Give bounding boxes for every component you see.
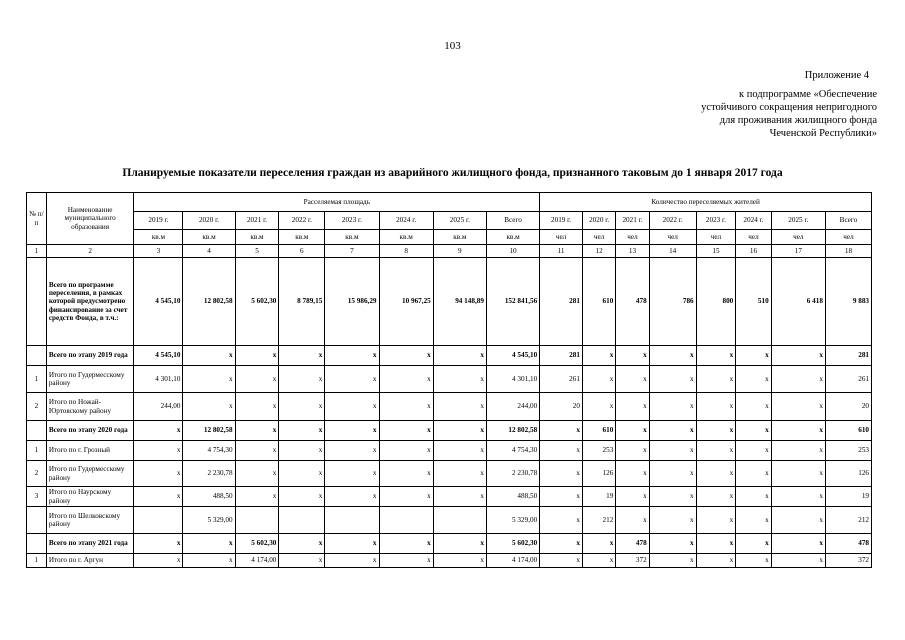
area-value: 4 754,30 xyxy=(486,441,539,461)
area-value: х xyxy=(325,421,379,441)
area-value: 5 602,30 xyxy=(486,534,539,554)
table-row xyxy=(27,393,872,421)
people-value: х xyxy=(649,441,696,461)
people-value: х xyxy=(540,421,583,441)
people-value: 9 883 xyxy=(825,258,871,346)
area-value xyxy=(134,507,183,534)
area-value: 8 789,15 xyxy=(279,258,325,346)
row-name: Всего по этапу 2020 года xyxy=(46,421,134,441)
area-value: 2 230,78 xyxy=(183,461,235,487)
people-value: 6 418 xyxy=(771,258,825,346)
people-value: х xyxy=(696,554,736,568)
header-unit-area: кв.м xyxy=(134,230,183,245)
header-unit-area: кв.м xyxy=(183,230,235,245)
row-name: Итого по г. Аргун xyxy=(46,554,134,568)
area-value: 5 602,30 xyxy=(235,534,279,554)
people-value: х xyxy=(540,487,583,507)
people-value: 20 xyxy=(540,393,583,421)
people-value: х xyxy=(649,421,696,441)
column-number: 17 xyxy=(771,245,825,258)
column-number: 16 xyxy=(736,245,771,258)
subprogram-reference xyxy=(701,88,877,140)
people-value: 212 xyxy=(825,507,871,534)
area-value: х xyxy=(279,393,325,421)
area-value: х xyxy=(183,366,235,393)
header-unit-area: кв.м xyxy=(379,230,433,245)
people-value: х xyxy=(736,461,771,487)
people-value: х xyxy=(771,461,825,487)
area-value: х xyxy=(433,421,486,441)
people-value: х xyxy=(736,421,771,441)
column-number: 3 xyxy=(134,245,183,258)
people-value: 253 xyxy=(825,441,871,461)
area-value: х xyxy=(183,554,235,568)
column-number: 8 xyxy=(379,245,433,258)
people-value: х xyxy=(540,534,583,554)
area-value: х xyxy=(433,346,486,366)
header-year-people: 2019 г. xyxy=(540,212,583,230)
people-value: х xyxy=(696,346,736,366)
area-value: х xyxy=(279,554,325,568)
header-year-people: 2021 г. xyxy=(616,212,649,230)
header-year-people: 2023 г. xyxy=(696,212,736,230)
column-number: 12 xyxy=(582,245,615,258)
area-value: х xyxy=(235,366,279,393)
document-title: Планируемые показатели переселения граждан из аварийного жилищного фонда, признанного таковым до 1 января 2017 года xyxy=(122,167,783,179)
header-unit-people: чел xyxy=(825,230,871,245)
area-value: х xyxy=(134,421,183,441)
area-value: 12 802,58 xyxy=(486,421,539,441)
header-row-years xyxy=(27,212,872,230)
area-value: х xyxy=(379,393,433,421)
people-value: 126 xyxy=(825,461,871,487)
people-value: 281 xyxy=(825,346,871,366)
column-number: 15 xyxy=(696,245,736,258)
area-value: х xyxy=(279,421,325,441)
area-value: 15 986,29 xyxy=(325,258,379,346)
area-value: х xyxy=(325,346,379,366)
area-value: х xyxy=(235,441,279,461)
people-value: х xyxy=(616,507,649,534)
people-value: 372 xyxy=(616,554,649,568)
table-total-row xyxy=(27,346,872,366)
people-value: 478 xyxy=(616,534,649,554)
table-row xyxy=(27,461,872,487)
area-value: х xyxy=(279,487,325,507)
area-value: х xyxy=(325,487,379,507)
area-value: 4 174,00 xyxy=(486,554,539,568)
header-year-area: 2020 г. xyxy=(183,212,235,230)
people-value: х xyxy=(540,507,583,534)
people-value: х xyxy=(582,534,615,554)
header-unit-area: кв.м xyxy=(486,230,539,245)
header-year-people: 2020 г. xyxy=(582,212,615,230)
people-value: 800 xyxy=(696,258,736,346)
people-value: х xyxy=(540,461,583,487)
people-value: 261 xyxy=(825,366,871,393)
people-value: х xyxy=(696,393,736,421)
area-value: 4 545,10 xyxy=(486,346,539,366)
people-value: х xyxy=(771,554,825,568)
area-value: х xyxy=(379,534,433,554)
area-value: х xyxy=(379,487,433,507)
area-value: х xyxy=(235,461,279,487)
table-row xyxy=(27,487,872,507)
table-total-row xyxy=(27,258,872,346)
people-value: 20 xyxy=(825,393,871,421)
column-number: 2 xyxy=(46,245,134,258)
people-value: х xyxy=(736,346,771,366)
people-value: х xyxy=(736,487,771,507)
people-value: 610 xyxy=(582,421,615,441)
header-number: № п/п xyxy=(27,193,47,245)
people-value: х xyxy=(649,507,696,534)
header-area-group: Расселяемая площадь xyxy=(134,193,540,212)
header-row-units xyxy=(27,230,872,245)
row-name: Итого по г. Грозный xyxy=(46,441,134,461)
area-value: 94 148,89 xyxy=(433,258,486,346)
column-number: 14 xyxy=(649,245,696,258)
people-value: 253 xyxy=(582,441,615,461)
people-value: х xyxy=(771,534,825,554)
header-year-area: Всего xyxy=(486,212,539,230)
people-value: 478 xyxy=(616,258,649,346)
area-value: х xyxy=(379,366,433,393)
area-value: х xyxy=(433,441,486,461)
people-value: х xyxy=(649,366,696,393)
area-value: 4 301,10 xyxy=(134,366,183,393)
area-value: 4 754,30 xyxy=(183,441,235,461)
row-number: 1 xyxy=(27,554,47,568)
area-value: х xyxy=(325,461,379,487)
header-unit-people: чел xyxy=(649,230,696,245)
people-value: х xyxy=(540,441,583,461)
header-year-people: 2022 г. xyxy=(649,212,696,230)
column-number: 7 xyxy=(325,245,379,258)
people-value: х xyxy=(736,554,771,568)
area-value xyxy=(279,507,325,534)
row-number xyxy=(27,258,47,346)
row-name: Итого по Наурскому району xyxy=(46,487,134,507)
people-value: 610 xyxy=(825,421,871,441)
header-unit-area: кв.м xyxy=(325,230,379,245)
subprogram-line: к подпрограмме «Обеспечение xyxy=(738,89,877,100)
column-number: 18 xyxy=(825,245,871,258)
header-unit-area: кв.м xyxy=(279,230,325,245)
people-value: 212 xyxy=(582,507,615,534)
row-number xyxy=(27,421,47,441)
header-row-column-numbers xyxy=(27,245,872,258)
area-value: 5 602,30 xyxy=(235,258,279,346)
header-unit-area: кв.м xyxy=(433,230,486,245)
people-value: 786 xyxy=(649,258,696,346)
area-value: х xyxy=(235,346,279,366)
area-value: 4 545,10 xyxy=(134,346,183,366)
people-value: х xyxy=(616,487,649,507)
area-value xyxy=(433,507,486,534)
row-number: 2 xyxy=(27,461,47,487)
people-value: х xyxy=(649,487,696,507)
people-value: х xyxy=(649,393,696,421)
table-row xyxy=(27,441,872,461)
people-value: х xyxy=(696,461,736,487)
area-value: х xyxy=(279,366,325,393)
area-value: х xyxy=(325,366,379,393)
area-value: х xyxy=(433,366,486,393)
people-value: х xyxy=(696,487,736,507)
column-number: 11 xyxy=(540,245,583,258)
area-value: х xyxy=(235,393,279,421)
area-value xyxy=(325,507,379,534)
area-value: х xyxy=(433,461,486,487)
header-year-area: 2024 г. xyxy=(379,212,433,230)
table-row xyxy=(27,366,872,393)
table-total-row xyxy=(27,421,872,441)
people-value: 281 xyxy=(540,258,583,346)
people-value: х xyxy=(696,421,736,441)
area-value: х xyxy=(325,554,379,568)
row-name: Итого по Шелковскому району xyxy=(46,507,134,534)
people-value: х xyxy=(616,461,649,487)
people-value: х xyxy=(616,346,649,366)
people-value: х xyxy=(696,534,736,554)
people-value: 19 xyxy=(825,487,871,507)
people-value: х xyxy=(582,346,615,366)
people-value: 261 xyxy=(540,366,583,393)
people-value: х xyxy=(771,421,825,441)
row-name: Всего по программе переселения, в рамках которой предусмотрено финансирование за счет средств Фонда, в т.ч.: xyxy=(46,258,134,346)
area-value: 488,50 xyxy=(486,487,539,507)
row-number xyxy=(27,507,47,534)
area-value xyxy=(235,507,279,534)
header-year-area: 2025 г. xyxy=(433,212,486,230)
header-unit-people: чел xyxy=(616,230,649,245)
people-value: х xyxy=(696,366,736,393)
header-unit-people: чел xyxy=(540,230,583,245)
area-value: х xyxy=(433,534,486,554)
column-number: 5 xyxy=(235,245,279,258)
area-value: х xyxy=(235,487,279,507)
people-value: х xyxy=(771,346,825,366)
row-name: Всего по этапу 2019 года xyxy=(46,346,134,366)
area-value: х xyxy=(379,554,433,568)
column-number: 4 xyxy=(183,245,235,258)
header-name: Наименование муниципального образования xyxy=(46,193,134,245)
people-value: х xyxy=(616,366,649,393)
people-value: 19 xyxy=(582,487,615,507)
people-value: х xyxy=(649,554,696,568)
people-value: х xyxy=(771,441,825,461)
people-value: х xyxy=(736,366,771,393)
header-year-people: 2024 г. xyxy=(736,212,771,230)
header-year-people: 2025 г. xyxy=(771,212,825,230)
people-value: х xyxy=(696,441,736,461)
people-value: х xyxy=(649,461,696,487)
row-number: 3 xyxy=(27,487,47,507)
appendix-label: Приложение 4 xyxy=(804,70,869,81)
row-number: 1 xyxy=(27,441,47,461)
column-number: 9 xyxy=(433,245,486,258)
row-name: Итого по Ножай-Юртовскому району xyxy=(46,393,134,421)
area-value: 152 841,56 xyxy=(486,258,539,346)
area-value xyxy=(379,507,433,534)
area-value: х xyxy=(279,441,325,461)
people-value: х xyxy=(582,393,615,421)
table-row xyxy=(27,507,872,534)
header-people-group: Количество переселяемых жителей xyxy=(540,193,872,212)
resettlement-table xyxy=(26,192,872,568)
area-value: 4 545,10 xyxy=(134,258,183,346)
area-value: 244,00 xyxy=(134,393,183,421)
area-value: х xyxy=(183,393,235,421)
subprogram-line: Чеченской Республики» xyxy=(769,128,877,139)
area-value: 5 329,00 xyxy=(183,507,235,534)
subprogram-line: для проживания жилищного фонда xyxy=(719,115,877,126)
row-number xyxy=(27,346,47,366)
people-value: х xyxy=(736,441,771,461)
area-value: х xyxy=(279,346,325,366)
header-unit-people: чел xyxy=(696,230,736,245)
people-value: х xyxy=(582,554,615,568)
people-value: х xyxy=(771,366,825,393)
people-value: 510 xyxy=(736,258,771,346)
people-value: 610 xyxy=(582,258,615,346)
area-value: 4 301,10 xyxy=(486,366,539,393)
row-number: 1 xyxy=(27,366,47,393)
area-value: 10 967,25 xyxy=(379,258,433,346)
table-total-row xyxy=(27,534,872,554)
area-value: х xyxy=(235,421,279,441)
area-value: х xyxy=(379,346,433,366)
area-value: х xyxy=(279,461,325,487)
people-value: х xyxy=(771,507,825,534)
area-value: х xyxy=(325,441,379,461)
header-year-area: 2021 г. xyxy=(235,212,279,230)
area-value: 2 230,78 xyxy=(486,461,539,487)
people-value: х xyxy=(736,393,771,421)
area-value: 4 174,00 xyxy=(235,554,279,568)
people-value: 126 xyxy=(582,461,615,487)
header-unit-area: кв.м xyxy=(235,230,279,245)
row-name: Всего по этапу 2021 года xyxy=(46,534,134,554)
area-value: х xyxy=(379,441,433,461)
area-value: х xyxy=(433,554,486,568)
area-value: 244,00 xyxy=(486,393,539,421)
area-value: х xyxy=(433,393,486,421)
people-value: 281 xyxy=(540,346,583,366)
people-value: 478 xyxy=(825,534,871,554)
area-value: х xyxy=(325,393,379,421)
people-value: х xyxy=(771,393,825,421)
row-number xyxy=(27,534,47,554)
people-value: х xyxy=(736,507,771,534)
column-number: 6 xyxy=(279,245,325,258)
row-name: Итого по Гудермесскому району xyxy=(46,366,134,393)
area-value: 12 802,58 xyxy=(183,421,235,441)
header-unit-people: чел xyxy=(582,230,615,245)
table-row xyxy=(27,554,872,568)
people-value: 372 xyxy=(825,554,871,568)
area-value: 12 802,58 xyxy=(183,258,235,346)
area-value: х xyxy=(325,534,379,554)
people-value: х xyxy=(582,366,615,393)
people-value: х xyxy=(616,393,649,421)
area-value: х xyxy=(134,461,183,487)
people-value: х xyxy=(649,346,696,366)
header-row-groups xyxy=(27,193,872,212)
area-value: х xyxy=(134,441,183,461)
area-value: 488,50 xyxy=(183,487,235,507)
row-name: Итого по Гудермесскому району xyxy=(46,461,134,487)
header-year-people: Всего xyxy=(825,212,871,230)
people-value: х xyxy=(771,487,825,507)
area-value: х xyxy=(379,421,433,441)
area-value: х xyxy=(134,487,183,507)
people-value: х xyxy=(616,421,649,441)
header-year-area: 2023 г. xyxy=(325,212,379,230)
people-value: х xyxy=(616,441,649,461)
subprogram-line: устойчивого сокращения непригодного xyxy=(701,102,877,113)
area-value: х xyxy=(183,346,235,366)
people-value: х xyxy=(540,554,583,568)
header-year-area: 2019 г. xyxy=(134,212,183,230)
row-number: 2 xyxy=(27,393,47,421)
column-number: 1 xyxy=(27,245,47,258)
people-value: х xyxy=(736,534,771,554)
header-unit-people: чел xyxy=(736,230,771,245)
header-year-area: 2022 г. xyxy=(279,212,325,230)
column-number: 13 xyxy=(616,245,649,258)
column-number: 10 xyxy=(486,245,539,258)
area-value: х xyxy=(279,534,325,554)
people-value: х xyxy=(649,534,696,554)
area-value: 5 329,00 xyxy=(486,507,539,534)
area-value: х xyxy=(379,461,433,487)
area-value: х xyxy=(183,534,235,554)
page-number: 103 xyxy=(444,40,461,52)
area-value: х xyxy=(433,487,486,507)
area-value: х xyxy=(134,534,183,554)
area-value: х xyxy=(134,554,183,568)
people-value: х xyxy=(696,507,736,534)
header-unit-people: чел xyxy=(771,230,825,245)
